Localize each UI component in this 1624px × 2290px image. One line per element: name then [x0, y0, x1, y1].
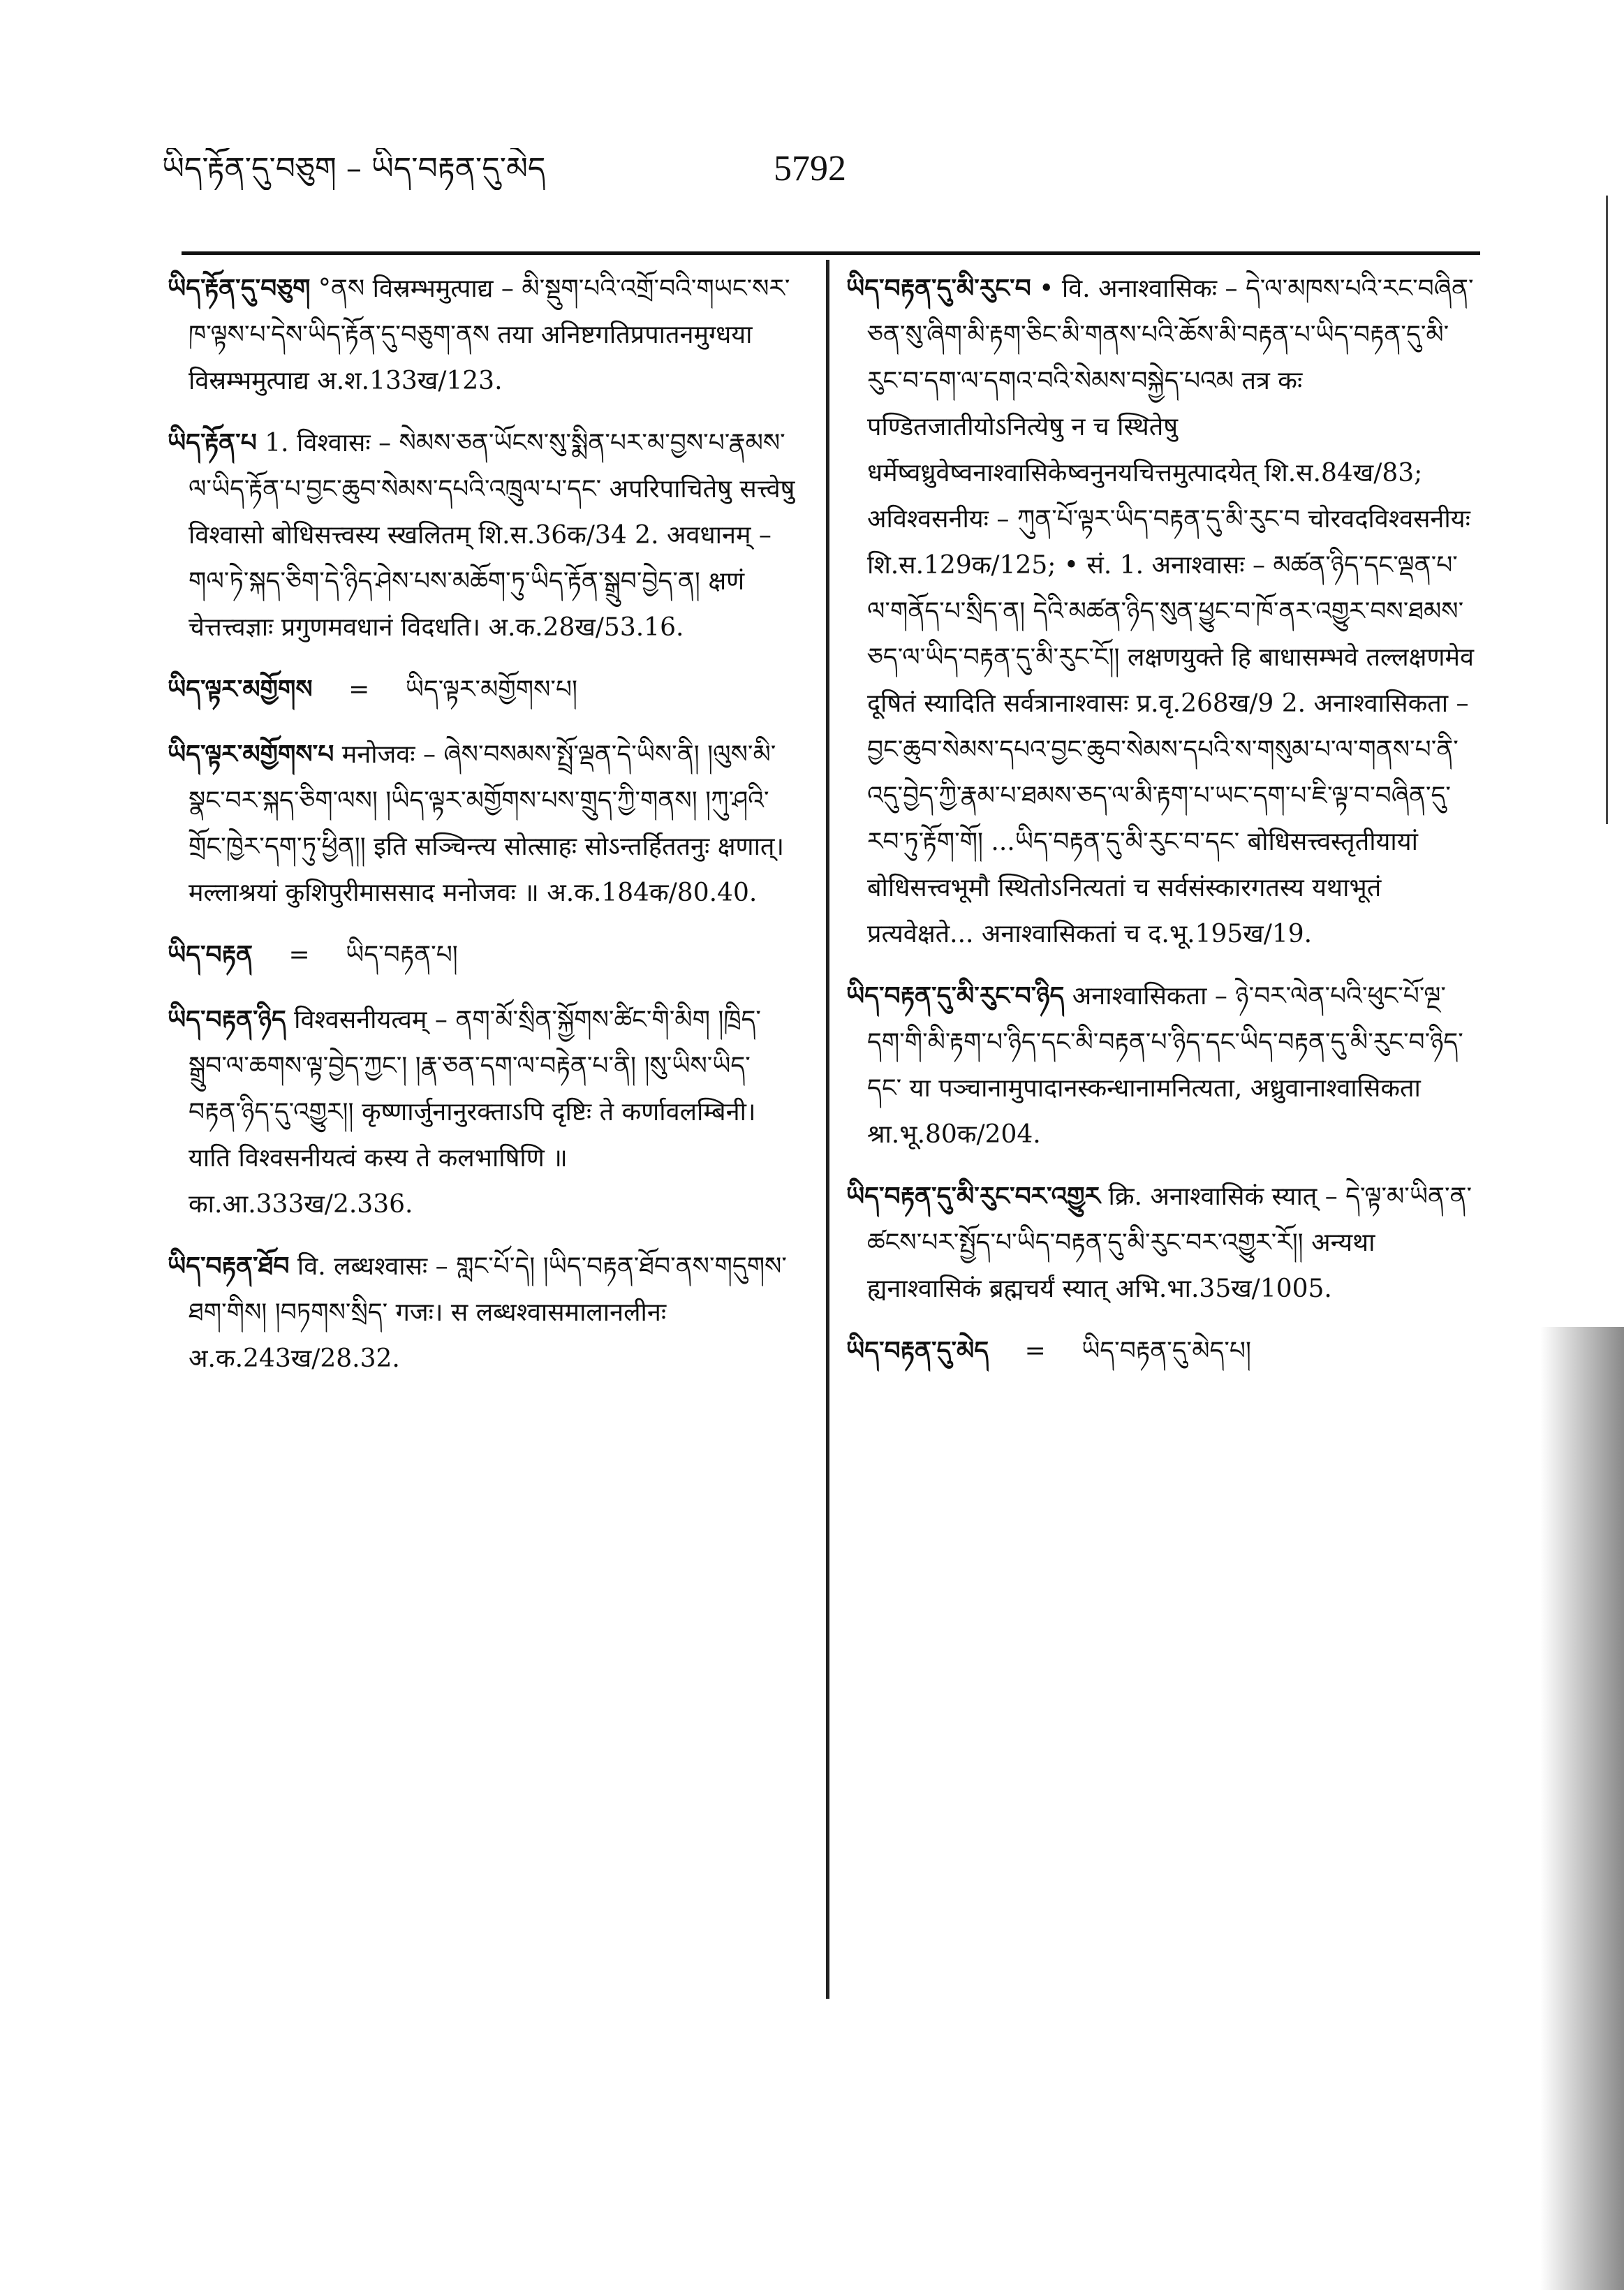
dictionary-entry — [168, 1243, 796, 1382]
entry-definition: °ནས विस्रम्भमुत्पाद्य – མི་སྡུག་པའི་འགྲོ་བའི་གཡང་སར་ཁ་ལྟས་པ་དེས་ཡིད་རྟོན་དུ་བཅུག་ནས तया अनिष्टगतिप्रपातनमुग्धया विस्रम्भमुत्पाद्य अ.श.133ख/123. — [189, 274, 790, 395]
dictionary-entry — [846, 265, 1475, 957]
entry-headword: ཡིད་བརྟན་དུ་མི་རུང་བར་འགྱུར — [846, 1182, 1101, 1211]
equals-sign: = — [288, 941, 310, 969]
equals-sign: = — [1024, 1337, 1046, 1365]
entry-headword: ཡིད་བརྟན — [168, 940, 253, 969]
dictionary-entry — [168, 265, 796, 404]
scan-edge-shadow — [1540, 1327, 1624, 2290]
entry-definition: • वि. अनाश्वासिकः – དེ་ལ་མཁས་པའི་རང་བཞིན་ཅན་སུ་ཞིག་མི་རྟག་ཅིང་མི་གནས་པའི་ཆོས་མི་བརྟན་པ་ཡིད་བརྟན་དུ་མི་རུང་བ་དག་ལ་དགའ་བའི་སེམས་བསྐྱེད་པའམ तत्र कः पण्डितजातीयोऽनित्येषु न च स्थितेषु धर्मेष्वध्रुवेष्वनाश्वासिकेष्वनुनयचित्तमुत्पादयेत् शि.स.84ख/83; अविश्वसनीयः – ཀུན་པོ་ལྟར་ཡིད་བརྟན་དུ་མི་རུང་བ चोरवदविश्वसनीयः शि.स.129क/125; • सं. 1. अनाश्वासः – མཚན་ཉིད་དང་ལྡན་པ་ལ་གནོད་པ་སྲིད་ན། དེའི་མཚན་ཉིད་སུན་ཕྱུང་བ་ཁོ་ནར་འགྱུར་བས་ཐམས་ཅད་ལ་ཡིད་བརྟན་དུ་མི་རུང་ངོ།། लक्षणयुक्ते हि बाधासम्भवे तल्लक्षणमेव दूषितं स्यादिति सर्वत्रानाश्वासः प्र.वृ.268ख/9 2. अनाश्वासिकता – བྱང་ཆུབ་སེམས་དཔའ་བྱང་ཆུབ་སེམས་དཔའི་ས་གསུམ་པ་ལ་གནས་པ་ནི་འདུ་བྱེད་ཀྱི་རྣམ་པ་ཐམས་ཅད་ལ་མི་རྟག་པ་ཡང་དག་པ་ཇི་ལྟ་བ་བཞིན་དུ་རབ་ཏུ་རྟོག་གོ། ...ཡིད་བརྟན་དུ་མི་རུང་བ་དང་ बोधिसत्त्वस्तृतीयायां बोधिसत्त्वभूमौ स्थितोऽनित्यतां च सर्वसंस्कारगतस्य यथाभूतं प्रत्यवेक्षते... अनाश्वासिकतां च द.भू.195ख/19. — [867, 274, 1475, 948]
dictionary-entry — [168, 420, 796, 651]
entry-headword: ཡིད་བརྟན་དུ་མི་རུང་བ་ཉིད — [846, 981, 1065, 1011]
entry-headword: ཡིད་ལྟར་མགྱོགས — [168, 675, 313, 704]
entry-headword: ཡིད་བརྟན་ཉིད — [168, 1005, 286, 1034]
running-header: ཡིད་རྟོན་དུ་བཅུག – ཡིད་བརྟན་དུ་མེད — [162, 151, 546, 186]
entry-headword: ཡིད་བརྟན་དུ་མི་རུང་བ — [846, 274, 1031, 303]
right-column — [846, 265, 1475, 1393]
entry-definition: क्रि. अनाश्वासिकं स्यात् – དེ་ལྟ་མ་ཡིན་ན་ཚངས་པར་སྤྱོད་པ་ཡིད་བརྟན་དུ་མི་རུང་བར་འགྱུར་རོ།། अन्यथा ह्यनाश्वासिकं ब्रह्मचर्यं स्यात् अभि.भा.35ख/1005. — [867, 1182, 1472, 1303]
entry-headword: ཡིད་བརྟན་ཐོབ — [168, 1252, 290, 1281]
dictionary-entry — [846, 973, 1475, 1158]
entry-definition: विश्वसनीयत्वम् – ནག་མོ་སྲིན་སྐྱོགས་ཚིང་གི་མིག །ཁྲིད་སྒྲུབ་ལ་ཆགས་ལྟ་བྱེད་ཀྱང་། །རྣ་ཅན་དག་ལ་བརྟེན་པ་ནི། །སུ་ཡིས་ཡིད་བརྟན་ཉིད་དུ་འགྱུར།། कृष्णार्जुनानुरक्ताऽपि दृष्टिः ते कर्णावलम्बिनी। याति विश्वसनीयत्वं कस्य ते कलभाषिणि ॥ का.आ.333ख/2.336. — [189, 1006, 761, 1219]
dictionary-entry — [168, 731, 796, 916]
entry-headword: ཡིད་ལྟར་མགྱོགས་པ — [168, 740, 334, 769]
equals-sign: = — [348, 675, 370, 704]
entry-headword: ཡིད་རྟོན་པ — [168, 428, 257, 457]
page-number: 5792 — [774, 149, 846, 189]
entry-headword: ཡིད་རྟོན་དུ་བཅུག — [168, 274, 311, 303]
entry-definition: 1. विश्वासः – སེམས་ཅན་ཡོངས་སུ་སྨིན་པར་མ་བྱས་པ་རྣམས་ལ་ཡིད་རྟོན་པ་བྱང་ཆུབ་སེམས་དཔའི་འཁྲུལ་པ་དང་ अपरिपाचितेषु सत्त्वेषु विश्वासो बोधिसत्त्वस्य स्खलितम् शि.स.36क/34 2. अवधानम् – གལ་ཏེ་སྐད་ཅིག་དེ་ཉིད་ཤེས་པས་མཆོག་ཏུ་ཡིད་རྟོན་སྒྲུབ་བྱེད་ན། क्षणं चेत्तत्त्वज्ञाः प्रगुणमवधानं विदधति। अ.क.28ख/53.16. — [189, 429, 795, 642]
column-divider — [826, 260, 829, 1999]
entry-definition: वि. लब्धश्वासः – གླང་པོ་དེ། །ཡིད་བརྟན་ཐོབ་ནས་གདུགས་ཐག་གིས། །བཏགས་སྲིད་ गजः। स लब्धश्वासमालानलीनः अ.क.243ख/28.32. — [189, 1252, 787, 1373]
header-rule — [182, 251, 1480, 255]
entry-headword: ཡིད་བརྟན་དུ་མེད — [846, 1336, 989, 1365]
cross-reference-target: ཡིད་ལྟར་མགྱོགས་པ། — [405, 675, 578, 704]
cross-reference-entry — [846, 1328, 1475, 1374]
entry-definition: अनाश्वासिकता – ཉེ་བར་ལེན་པའི་ཕུང་པོ་ལྔ་དག་གི་མི་རྟག་པ་ཉིད་དང་མི་བརྟན་པ་ཉིད་དང་ཡིད་བརྟན་དུ་མི་རུང་བ་ཉིད་དང་ या पञ्चानामुपादानस्कन्धानामनित्यता, अध्रुवानाश्वासिकता श्रा.भू.80क/204. — [867, 982, 1463, 1149]
cross-reference-entry — [168, 666, 796, 713]
entry-definition: मनोजवः – ཞེས་བསམས་སྤྲོ་ལྡན་དེ་ཡིས་ནི། །ལུས་མི་སྣང་བར་སྐད་ཅིག་ལས། །ཡིད་ལྟར་མགྱོགས་པས་གྲུད་ཀྱི་གནས། །ཀུ་ཤའི་གྲོང་ཁྱེར་དག་ཏུ་ཕྱིན།། इति सञ्चिन्त्य सोत्साहः सोऽन्तर्हिततनुः क्षणात्। मल्लाश्रयां कुशिपुरीमाससाद मनोजवः ॥ अ.क.184क/80.40. — [189, 740, 785, 907]
dictionary-entry — [846, 1173, 1475, 1312]
cross-reference-target: ཡིད་བརྟན་པ། — [346, 941, 458, 969]
scan-edge-line — [1606, 196, 1608, 824]
left-column — [168, 265, 796, 1397]
cross-reference-entry — [168, 932, 796, 978]
cross-reference-target: ཡིད་བརྟན་དུ་མེད་པ། — [1082, 1337, 1251, 1365]
dictionary-entry — [168, 997, 796, 1228]
